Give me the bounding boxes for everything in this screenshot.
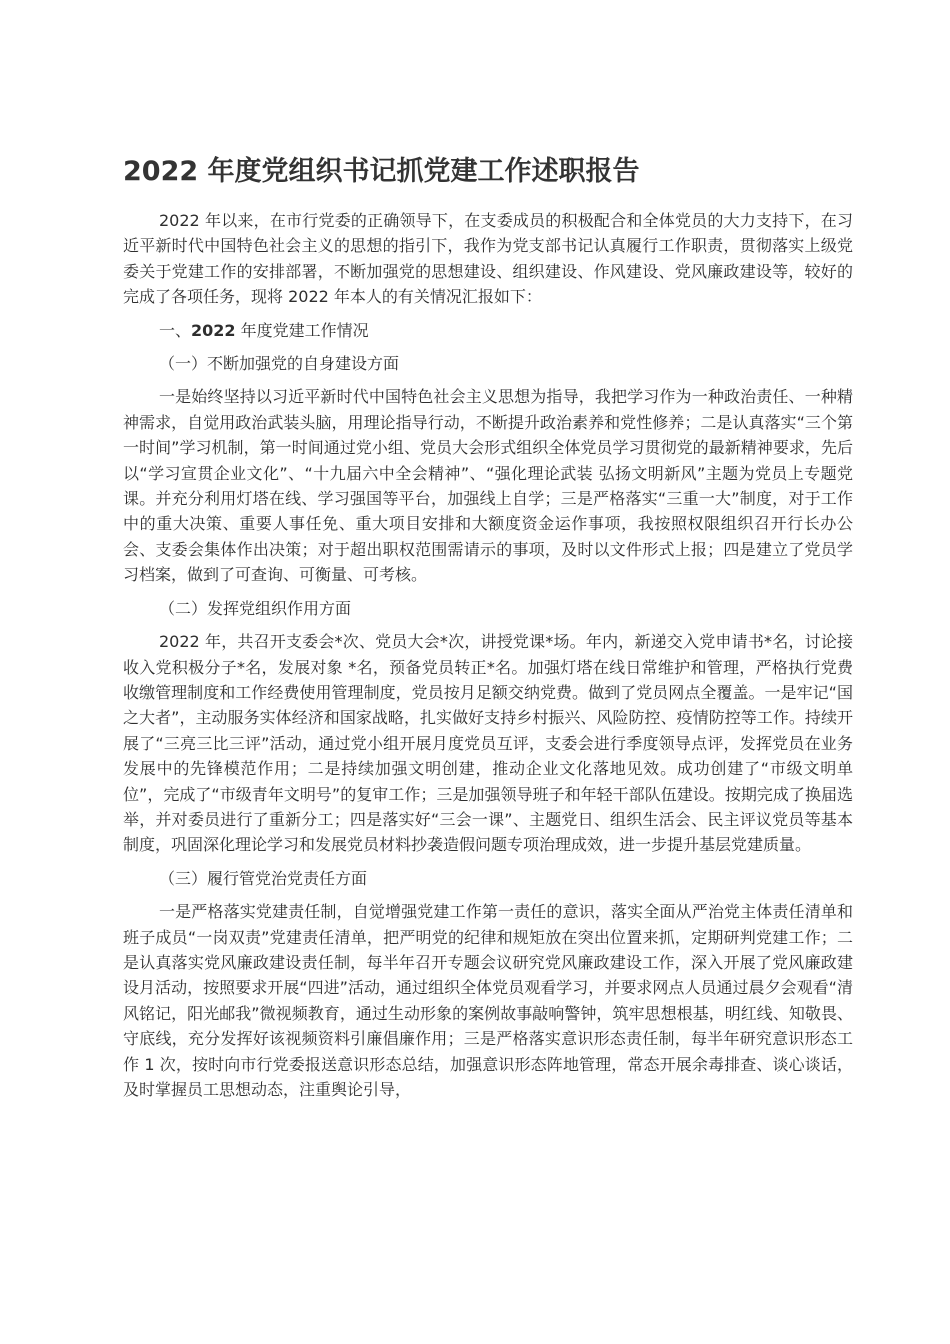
- subsection-paragraph-2: 2022 年，共召开支委会*次、党员大会*次，讲授党课*场。年内，新递交入党申请书*名，讨论接收入党积极分子*名，发展对象 *名，预备党员转正*名。加强灯塔在线日常维护和管理，严格执行党费收缴管理制度和工作经费使用管理制度，党员按月足额交纳党费。做到了党员网点全覆盖。一是牢记“国之大者”，主动服务实体经济和国家战略，扎实做好支持乡村振兴、风险防控、疫情防控等工作。持续开展了“三亮三比三评”活动，通过党小组开展月度党员互评，支委会进行季度领导点评，发挥党员在业务发展中的先锋模范作用；二是持续加强文明创建，推动企业文化落地见效。成功创建了“市级文明单位”，完成了“市级青年文明号”的复审工作；三是加强领导班子和年轻干部队伍建设。按期完成了换届选举，并对委员进行了重新分工；四是落实好“三会一课”、主题党日、组织生活会、民主评议党员等基本制度，巩固深化理论学习和发展党员材料抄袭造假问题专项治理成效，进一步提升基层党建质量。: [123, 632, 853, 855]
- intro-paragraph: 2022 年以来，在市行党委的正确领导下，在支委成员的积极配合和全体党员的大力支持下，在习近平新时代中国特色社会主义的思想的指引下，我作为党支部书记认真履行工作职责，贯彻落实上级党委关于党建工作的安排部署，不断加强党的思想建设、组织建设、作风建设、党风廉政建设等，较好的完成了各项任务，现将 2022 年本人的有关情况汇报如下：: [123, 211, 853, 307]
- section-heading-year: 2022: [191, 320, 236, 340]
- subsection-heading-3: （三）履行管党治党责任方面: [159, 868, 368, 888]
- subsection-heading-1: （一）不断加强党的自身建设方面: [159, 354, 400, 374]
- subsection-paragraph-3: 一是严格落实党建责任制，自觉增强党建工作第一责任的意识，落实全面从严治党主体责任清单和班子成员“一岗双责”党建责任清单，把严明党的纪律和规矩放在突出位置来抓，定期研判党建工作；二是认真落实党风廉政建设责任制，每半年召开专题会议研究党风廉政建设工作，深入开展了党风廉政建设月活动，按照要求开展“四进”活动，通过组织全体党员观看学习，并要求网点人员通过晨夕会观看“清风铭记，阳光邮我”微视频教育，通过生动形象的案例故事敲响警钟，筑牢思想根基，明红线、知敬畏、守底线，充分发挥好该视频资料引廉倡廉作用；三是严格落实意识形态责任制，每半年研究意识形态工作 1 次，按时向市行党委报送意识形态总结，加强意识形态阵地管理，常态开展余毒排查、谈心谈话，及时掌握员工思想动态，注重舆论引导，: [123, 902, 853, 1099]
- section-heading-prefix: 一、: [159, 320, 192, 340]
- subsection-heading-2: （二）发挥党组织作用方面: [159, 598, 352, 618]
- document-body: [123, 208, 853, 1102]
- document-title: 2022 年度党组织书记抓党建工作述职报告: [123, 156, 640, 187]
- section-heading-text: 年度党建工作情况: [235, 320, 369, 340]
- subsection-paragraph-1: 一是始终坚持以习近平新时代中国特色社会主义思想为指导，我把学习作为一种政治责任、一种精神需求，自觉用政治武装头脑，用理论指导行动，不断提升政治素养和党性修养；二是认真落实“三个第一时间”学习机制，第一时间通过党小组、党员大会形式组织全体党员学习贯彻党的最新精神要求，先后以“学习宣贯企业文化”、“十九届六中全会精神”、“强化理论武装 弘扬文明新风”主题为党员上专题党课。并充分利用灯塔在线、学习强国等平台，加强线上自学；三是严格落实“三重一大”制度，对于工作中的重大决策、重要人事任免、重大项目安排和大额度资金运作事项，我按照权限组织召开行长办公会、支委会集体作出决策；对于超出职权范围需请示的事项，及时以文件形式上报；四是建立了党员学习档案，做到了可查询、可衡量、可考核。: [123, 387, 853, 585]
- section-heading-1: [123, 318, 853, 343]
